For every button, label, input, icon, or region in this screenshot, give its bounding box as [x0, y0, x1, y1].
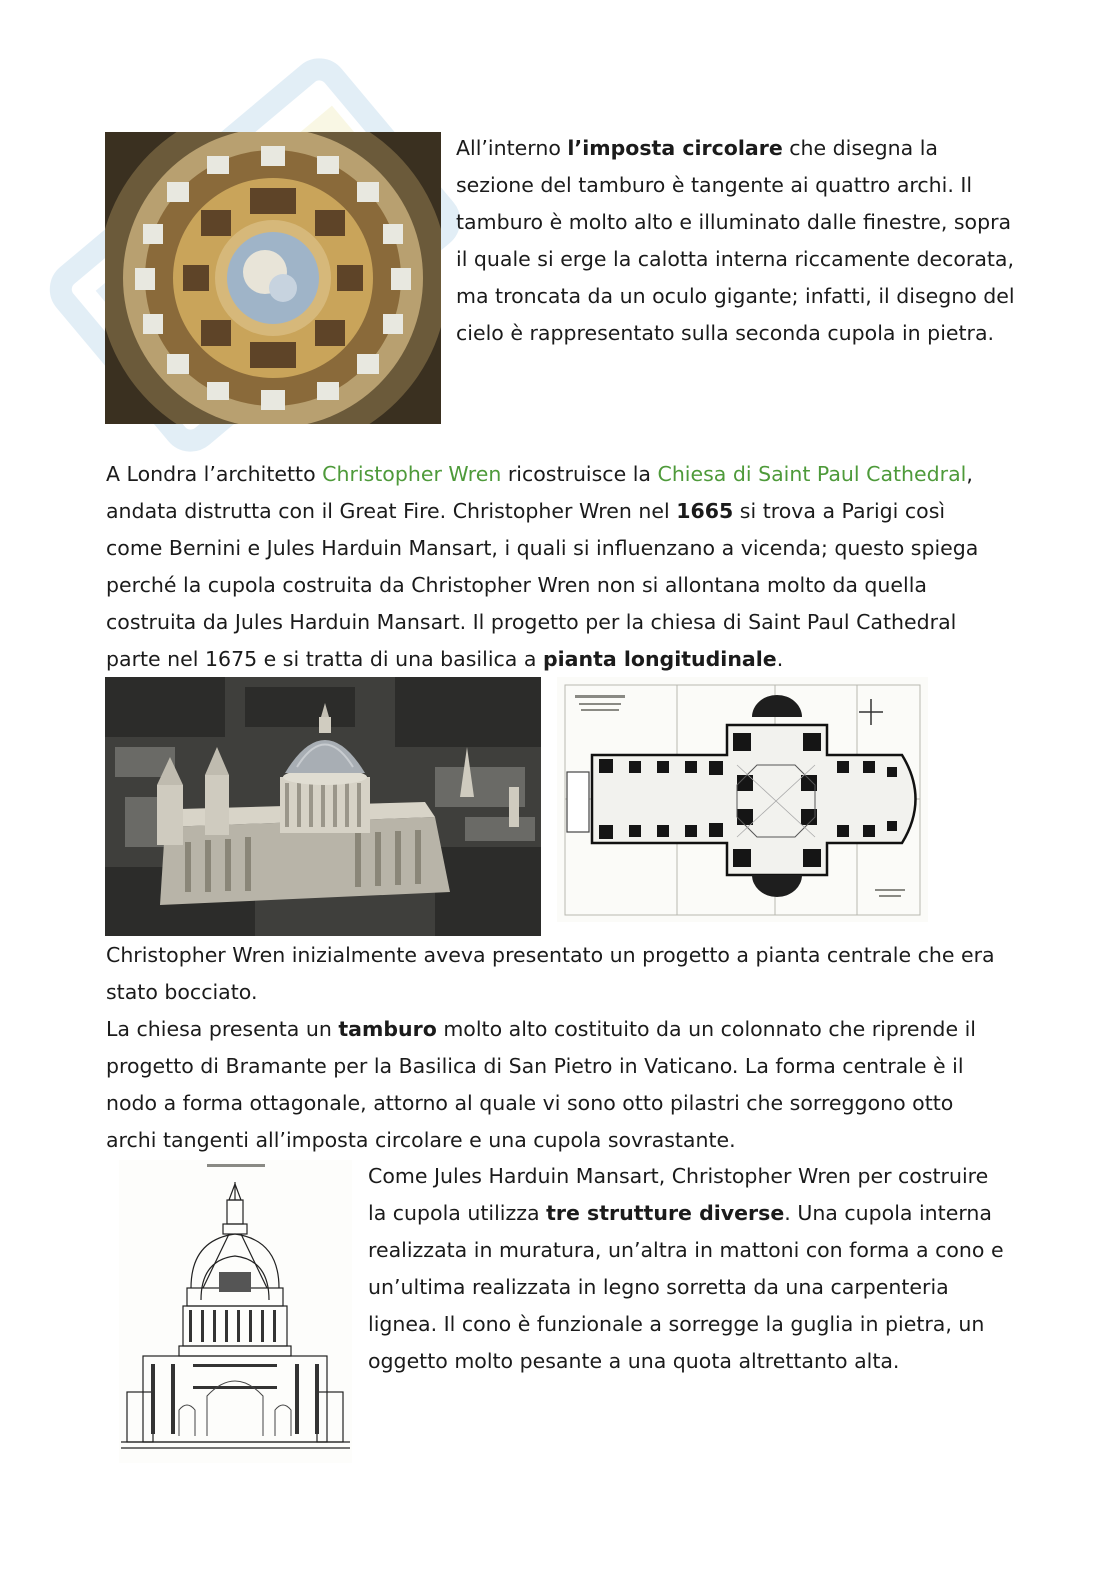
text-span: La chiesa presenta un [106, 1017, 339, 1041]
bold-term-strutture: tre strutture diverse [546, 1201, 785, 1225]
paragraph-section-drum [106, 937, 1006, 1159]
text-span: molto alto costituito da un colonnato che riprende il progetto di Bramante per la Basilica di San Pietro in Vaticano. La forma centrale è il nodo a forma ottagonale, attorno al quale vi sono otto pilastri che sorreggono otto archi tangenti all’imposta circolare e una cupola sovrastante. [106, 1017, 976, 1152]
text-span: , andata distrutta con il Great Fire. Christopher Wren nel [106, 462, 973, 523]
bold-term-tamburo: tamburo [338, 1017, 437, 1041]
bold-year: 1665 [676, 499, 734, 523]
text-span: si trova a Parigi così come Bernini e Jules Harduin Mansart, i quali si influenzano a vicenda; questo spiega perché la cupola costruita da Christopher Wren non si allontana molto da quella costruita da Jules Harduin Mansart. Il progetto per la chiesa di Saint Paul Cathedral parte nel 1675 e si tratta di una basilica a [106, 499, 979, 671]
text-span: . Una cupola interna realizzata in muratura, un’altra in mattoni con forma a cono e un’ultima realizzata in legno sorretta da una carpenteria lignea. Il cono è funzionale a sorregge la guglia in pietra, un oggetto molto pesante a una quota altrettanto alta. [368, 1201, 1004, 1373]
text-span: che disegna la sezione del tamburo è tangente ai quattro archi. Il tamburo è molto alto e illuminato dalle finestre, sopra il quale si erge la calotta interna riccamente decorata, ma troncata da un oculo gigante; infatti, il disegno del cielo è rappresentato sulla seconda cupola in pietra. [456, 136, 1015, 345]
saint-paul-aerial-photo [105, 677, 541, 936]
link-christopher-wren[interactable]: Christopher Wren [322, 462, 502, 486]
paragraph-saint-paul-intro [106, 456, 1006, 678]
paragraph-three-structures [368, 1158, 1008, 1380]
text-span: All’interno [456, 136, 568, 160]
saint-paul-floor-plan [557, 677, 928, 922]
paragraph-tamburo [106, 1011, 1006, 1159]
dome-interior-photo [105, 132, 441, 424]
link-saint-paul-cathedral[interactable]: Chiesa di Saint Paul Cathedral [657, 462, 967, 486]
paragraph-central-plan: Christopher Wren inizialmente aveva presentato un progetto a pianta centrale che era stato bocciato. [106, 943, 995, 1004]
bold-term-pianta: pianta longitudinale [542, 647, 777, 671]
paragraph-dome-interior [456, 130, 1016, 352]
text-span: Come Jules Harduin Mansart, Christopher Wren per costruire la cupola utilizza [368, 1164, 989, 1225]
text-span: ricostruisce la [501, 462, 658, 486]
saint-paul-section-drawing [119, 1160, 352, 1463]
text-span: . [776, 647, 784, 671]
text-span: A Londra l’architetto [106, 462, 323, 486]
bold-term-imposta: l’imposta circolare [567, 136, 783, 160]
